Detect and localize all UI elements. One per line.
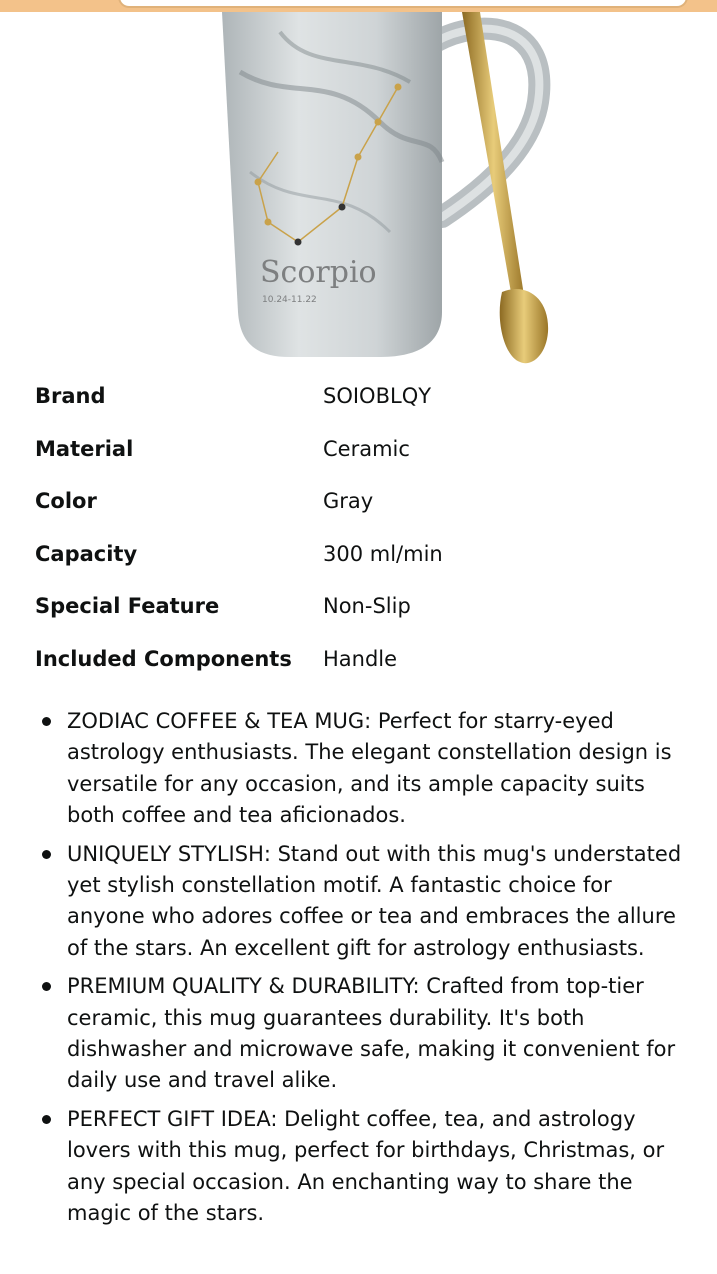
spec-row-brand xyxy=(35,376,695,429)
spec-value: Ceramic xyxy=(323,436,410,461)
list-item xyxy=(0,839,717,965)
bullet-text: PREMIUM QUALITY & DURABILITY: Crafted from top-tier ceramic, this mug guarantees durability. It's both dishwasher and microwave safe, making it convenient for daily use and travel alike. xyxy=(67,974,676,1093)
bullet-icon xyxy=(42,850,51,859)
bullet-icon xyxy=(42,1115,51,1124)
mug-with-spoon-image xyxy=(180,12,580,372)
spec-label: Included Components xyxy=(35,646,292,671)
product-image[interactable] xyxy=(180,12,580,372)
list-item xyxy=(0,706,717,832)
bullet-icon xyxy=(42,982,51,991)
spec-value: 300 ml/min xyxy=(323,541,443,566)
bullet-text: ZODIAC COFFEE & TEA MUG: Perfect for starry-eyed astrology enthusiasts. The elegant constellation design is versatile for any occasion, and its ample capacity suits both coffee and tea aficionados. xyxy=(67,709,672,828)
spec-label: Capacity xyxy=(35,541,138,566)
spec-row-material xyxy=(35,429,695,482)
top-bar xyxy=(0,0,717,12)
list-item xyxy=(0,971,717,1097)
spec-label: Brand xyxy=(35,384,106,408)
spec-row-included-components xyxy=(35,639,695,692)
spec-row-capacity xyxy=(35,534,695,587)
product-specs-table xyxy=(35,376,695,691)
spec-row-special-feature xyxy=(35,586,695,639)
search-bar-edge[interactable] xyxy=(118,0,688,8)
spec-value: SOIOBLQY xyxy=(323,384,432,408)
spec-label: Color xyxy=(35,489,97,513)
about-this-item-list xyxy=(0,706,717,1237)
spec-value: Gray xyxy=(323,489,374,513)
mug-date-text: 10.24-11.22 xyxy=(262,295,317,305)
bullet-icon xyxy=(42,717,51,726)
bullet-text: PERFECT GIFT IDEA: Delight coffee, tea, and astrology lovers with this mug, perfect for birthdays, Christmas, or any special occasion. An enchanting way to share the magic of the stars. xyxy=(67,1106,665,1226)
mug-label-text: Scorpio xyxy=(260,255,377,290)
spec-row-color xyxy=(35,481,695,534)
spec-value: Non-Slip xyxy=(323,594,411,618)
spec-label: Special Feature xyxy=(35,594,220,618)
spec-label: Material xyxy=(35,436,134,461)
spec-value: Handle xyxy=(323,646,398,671)
list-item xyxy=(0,1104,717,1230)
bullet-text: UNIQUELY STYLISH: Stand out with this mug's understated yet stylish constellation motif. A fantastic choice for anyone who adores coffee or tea and embraces the allure of the stars. An excellent gift for astrology enthusiasts. xyxy=(67,841,682,960)
